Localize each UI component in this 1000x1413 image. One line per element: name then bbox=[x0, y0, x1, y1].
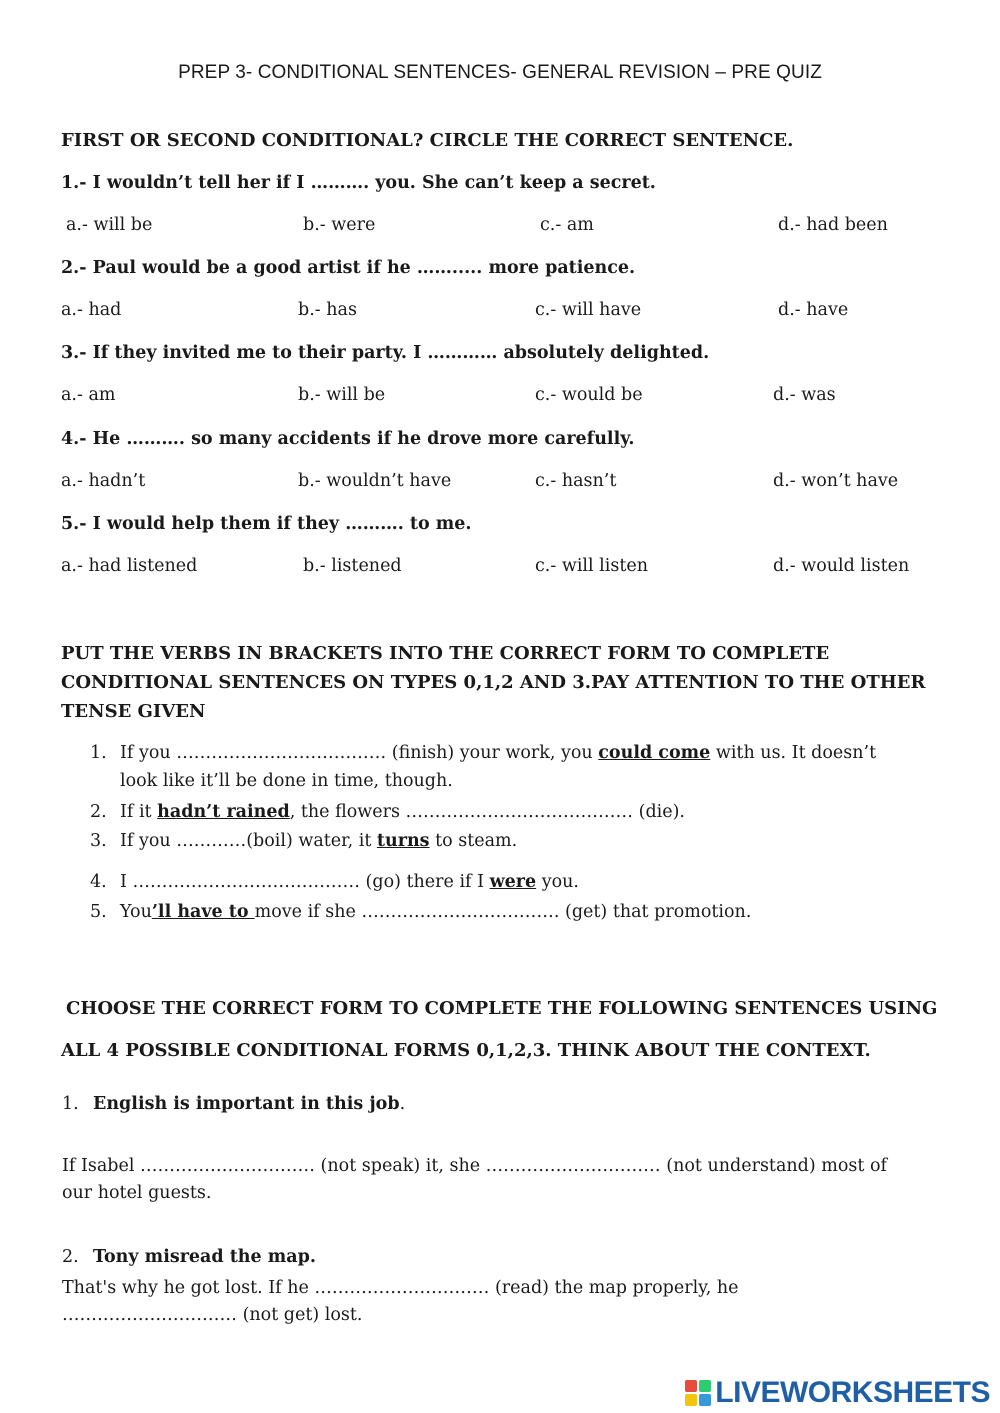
page-title: PREP 3- CONDITIONAL SENTENCES- GENERAL REVISION – PRE QUIZ bbox=[178, 62, 822, 83]
q4-option-a[interactable]: a.- hadn’t bbox=[61, 471, 146, 491]
verb-item-1 bbox=[90, 743, 920, 791]
verb-item-continuation: look like it’ll be done in time, though. bbox=[120, 771, 453, 791]
q4-option-d[interactable]: d.- won’t have bbox=[773, 471, 899, 491]
section2-heading-line-2: CONDITIONAL SENTENCES ON TYPES 0,1,2 AND 3.PAY ATTENTION TO THE OTHER bbox=[61, 672, 926, 693]
q5-option-a[interactable]: a.- had listened bbox=[61, 556, 198, 576]
section1-heading: FIRST OR SECOND CONDITIONAL? CIRCLE THE CORRECT SENTENCE. bbox=[61, 130, 794, 151]
context-item-heading: English is important in this job bbox=[93, 1094, 400, 1114]
q2-option-c[interactable]: c.- will have bbox=[535, 300, 642, 320]
q5-option-b[interactable]: b.- listened bbox=[303, 556, 402, 576]
verb-item-text: If you …………(boil) water, it bbox=[120, 831, 377, 851]
verb-item-text-end: move if she ……………………………. (get) that promotion. bbox=[254, 902, 752, 922]
verb-item-text-end: , the flowers ………………………………… (die). bbox=[289, 802, 685, 822]
question-5: 5.- I would help them if they ………. to me. bbox=[61, 514, 472, 534]
verb-item-text: If it bbox=[120, 802, 158, 822]
context-item-1-line-1: If Isabel ………………………… (not speak) it, she ………………………… (not understand) most of bbox=[62, 1156, 887, 1176]
logo-text: LIVEWORKSHEETS bbox=[715, 1376, 990, 1409]
section3-heading-line-1: CHOOSE THE CORRECT FORM TO COMPLETE THE FOLLOWING SENTENCES USING bbox=[66, 998, 938, 1019]
verb-item-2 bbox=[90, 802, 920, 822]
verb-item-text-end: with us. It doesn’t bbox=[710, 743, 877, 763]
q5-option-c[interactable]: c.- will listen bbox=[535, 556, 649, 576]
question-2: 2.- Paul would be a good artist if he ……..... more patience. bbox=[61, 258, 636, 278]
logo-mark-icon bbox=[685, 1380, 711, 1406]
q3-option-d[interactable]: d.- was bbox=[773, 385, 836, 405]
logo-square bbox=[699, 1380, 711, 1392]
question-1: 1.- I wouldn’t tell her if I ………. you. She can’t keep a secret. bbox=[61, 173, 656, 193]
verb-item-given-tense: were bbox=[489, 872, 537, 892]
context-item-2-line-2: ………………………… (not get) lost. bbox=[62, 1305, 363, 1325]
verb-item-text: You bbox=[120, 902, 152, 922]
context-item-2-title bbox=[62, 1247, 316, 1267]
context-item-heading: Tony misread the map. bbox=[93, 1247, 316, 1267]
verb-item-4 bbox=[90, 872, 920, 892]
logo-square bbox=[685, 1380, 697, 1392]
q1-option-c[interactable]: c.- am bbox=[540, 215, 594, 235]
verb-item-given-tense: could come bbox=[598, 743, 711, 763]
question-4: 4.- He ………. so many accidents if he drove more carefully. bbox=[61, 429, 635, 449]
q3-option-b[interactable]: b.- will be bbox=[298, 385, 386, 405]
context-item-number: 1. bbox=[62, 1094, 79, 1114]
q5-option-d[interactable]: d.- would listen bbox=[773, 556, 910, 576]
context-item-number: 2. bbox=[62, 1247, 79, 1267]
context-item-heading-suffix: . bbox=[399, 1094, 406, 1114]
verb-item-text-end: to steam. bbox=[429, 831, 518, 851]
verb-item-3 bbox=[90, 831, 920, 851]
verb-item-number: 2. bbox=[90, 802, 107, 822]
q2-option-a[interactable]: a.- had bbox=[61, 300, 122, 320]
q3-option-c[interactable]: c.- would be bbox=[535, 385, 643, 405]
verb-item-given-tense: ’ll have to bbox=[151, 902, 255, 922]
q2-option-d[interactable]: d.- have bbox=[778, 300, 849, 320]
verb-item-text-end: you. bbox=[536, 872, 579, 892]
liveworksheets-logo bbox=[685, 1376, 990, 1410]
verb-item-given-tense: turns bbox=[376, 831, 430, 851]
q1-option-d[interactable]: d.- had been bbox=[778, 215, 888, 235]
q4-option-b[interactable]: b.- wouldn’t have bbox=[298, 471, 452, 491]
logo-square bbox=[699, 1394, 711, 1406]
context-item-1-line-2: our hotel guests. bbox=[62, 1183, 212, 1203]
verb-item-number: 4. bbox=[90, 872, 107, 892]
q1-option-a[interactable]: a.- will be bbox=[66, 215, 153, 235]
q1-option-b[interactable]: b.- were bbox=[303, 215, 376, 235]
section2-heading-line-1: PUT THE VERBS IN BRACKETS INTO THE CORRECT FORM TO COMPLETE bbox=[61, 643, 830, 664]
context-item-1-title bbox=[62, 1094, 405, 1114]
q2-option-b[interactable]: b.- has bbox=[298, 300, 357, 320]
verb-item-5 bbox=[90, 902, 920, 922]
verb-item-number: 3. bbox=[90, 831, 107, 851]
verb-item-text: I ………………………………… (go) there if I bbox=[120, 872, 490, 892]
q3-option-a[interactable]: a.- am bbox=[61, 385, 116, 405]
verb-item-given-tense: hadn’t rained bbox=[157, 802, 290, 822]
verb-item-number: 1. bbox=[90, 743, 107, 763]
q4-option-c[interactable]: c.- hasn’t bbox=[535, 471, 617, 491]
context-item-2-line-1: That's why he got lost. If he ………………………… (read) the map properly, he bbox=[62, 1278, 739, 1298]
question-3: 3.- If they invited me to their party. I ………… absolutely delighted. bbox=[61, 343, 710, 363]
section3-heading-line-2: ALL 4 POSSIBLE CONDITIONAL FORMS 0,1,2,3. THINK ABOUT THE CONTEXT. bbox=[61, 1040, 871, 1061]
logo-square bbox=[685, 1394, 697, 1406]
section2-heading-line-3: TENSE GIVEN bbox=[61, 701, 206, 722]
verb-item-text: If you ……………………………… (finish) your work, you bbox=[120, 743, 599, 763]
verb-item-number: 5. bbox=[90, 902, 107, 922]
